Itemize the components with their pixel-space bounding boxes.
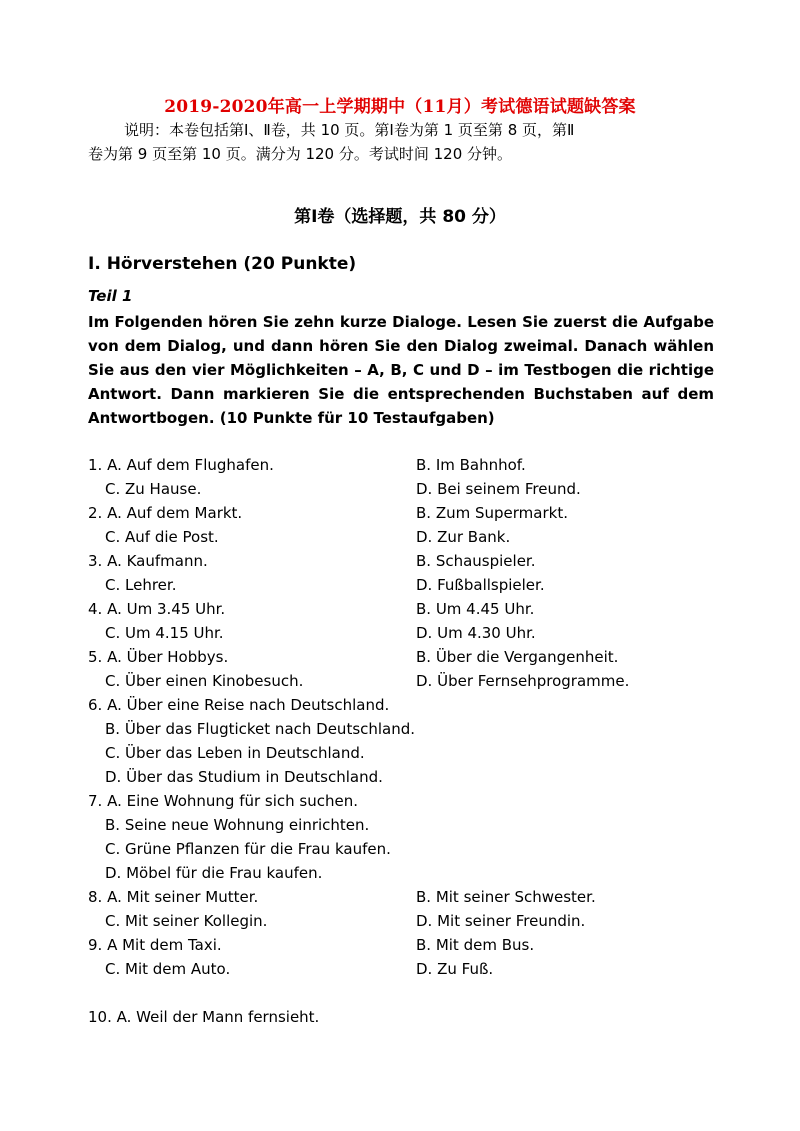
question-row xyxy=(88,573,728,597)
question-row xyxy=(88,549,728,573)
instruction-text: Im Folgenden hören Sie zehn kurze Dialoge. Lesen Sie zuerst die Aufgabe von dem Dialog, und dann hören Sie den Dialog zweimal. Danach wählen Sie aus den vier Möglichkeiten – A, B, C und D – im Testbogen die richtige Antwort. Dann markieren Sie die entsprechenden Buchstaben auf dem Antwortbogen. (10 Punkte für 10 Testaufgaben) xyxy=(88,313,714,427)
option-d: D. Mit seiner Freundin. xyxy=(416,912,586,930)
option-b: B. Über das Flugticket nach Deutschland. xyxy=(105,720,416,738)
question-row xyxy=(88,933,728,957)
option-b: B. Um 4.45 Uhr. xyxy=(416,600,535,618)
question-row xyxy=(88,645,728,669)
option-b: B. Schauspieler. xyxy=(416,552,536,570)
question-row xyxy=(88,693,728,717)
question-row xyxy=(88,813,728,837)
question-row xyxy=(88,1005,728,1029)
option-c: C. Grüne Pflanzen für die Frau kaufen. xyxy=(105,840,391,858)
option-c: C. Über einen Kinobesuch. xyxy=(105,672,304,690)
question-row xyxy=(88,885,728,909)
question-row xyxy=(88,501,728,525)
option-d: D. Über Fernsehprogramme. xyxy=(416,672,630,690)
question-row xyxy=(88,717,728,741)
option-d: D. Fußballspieler. xyxy=(416,576,545,594)
option-d: D. Bei seinem Freund. xyxy=(416,480,581,498)
question-row xyxy=(88,597,728,621)
option-b: B. Zum Supermarkt. xyxy=(416,504,568,522)
option-b: B. Im Bahnhof. xyxy=(416,456,526,474)
question-row xyxy=(88,741,728,765)
option-a: 7. A. Eine Wohnung für sich suchen. xyxy=(88,792,359,810)
question-row xyxy=(88,837,728,861)
question-row xyxy=(88,477,728,501)
intro-line-1: 说明：本卷包括第Ⅰ、Ⅱ卷，共 10 页。第Ⅰ卷为第 1 页至第 8 页，第Ⅱ xyxy=(124,121,575,139)
option-a: 6. A. Über eine Reise nach Deutschland. xyxy=(88,696,390,714)
part-heading: 第Ⅰ卷（选择题，共 80 分） xyxy=(294,207,506,227)
option-c: C. Lehrer. xyxy=(105,576,177,594)
question-row xyxy=(88,861,728,885)
question-row xyxy=(88,453,728,477)
option-c: C. Auf die Post. xyxy=(105,528,219,546)
option-b: B. Mit seiner Schwester. xyxy=(416,888,596,906)
spacer xyxy=(88,981,728,1005)
option-a: 4. A. Um 3.45 Uhr. xyxy=(88,600,226,618)
option-c: C. Um 4.15 Uhr. xyxy=(105,624,224,642)
option-a: 2. A. Auf dem Markt. xyxy=(88,504,243,522)
teil-label: Teil 1 xyxy=(88,287,133,305)
option-d: D. Um 4.30 Uhr. xyxy=(416,624,536,642)
question-row xyxy=(88,957,728,981)
option-b: B. Mit dem Bus. xyxy=(416,936,535,954)
option-a: 1. A. Auf dem Flughafen. xyxy=(88,456,274,474)
option-a: 8. A. Mit seiner Mutter. xyxy=(88,888,259,906)
option-b: B. Seine neue Wohnung einrichten. xyxy=(105,816,370,834)
document-title: 2019-2020年高一上学期期中（11月）考试德语试题缺答案 xyxy=(164,97,636,117)
question-row xyxy=(88,765,728,789)
question-row xyxy=(88,525,728,549)
option-c: C. Mit seiner Kollegin. xyxy=(105,912,268,930)
question-row xyxy=(88,789,728,813)
option-a: 3. A. Kaufmann. xyxy=(88,552,208,570)
section-heading: Ⅰ. Hörverstehen (20 Punkte) xyxy=(88,254,357,274)
question-list xyxy=(88,453,728,1029)
option-d: D. Über das Studium in Deutschland. xyxy=(105,768,383,786)
option-c: C. Zu Hause. xyxy=(105,480,202,498)
intro-line-2: 卷为第 9 页至第 10 页。满分为 120 分。考试时间 120 分钟。 xyxy=(88,145,513,163)
option-d: D. Zu Fuß. xyxy=(416,960,494,978)
option-d: D. Möbel für die Frau kaufen. xyxy=(105,864,323,882)
option-a: 9. A Mit dem Taxi. xyxy=(88,936,222,954)
option-c: C. Über das Leben in Deutschland. xyxy=(105,744,365,762)
option-a: 5. A. Über Hobbys. xyxy=(88,648,229,666)
option-d: D. Zur Bank. xyxy=(416,528,511,546)
question-row xyxy=(88,669,728,693)
option-b: B. Über die Vergangenheit. xyxy=(416,648,619,666)
option-a: 10. A. Weil der Mann fernsieht. xyxy=(88,1008,320,1026)
option-c: C. Mit dem Auto. xyxy=(105,960,231,978)
intro-text xyxy=(88,118,714,166)
question-row xyxy=(88,621,728,645)
question-row xyxy=(88,909,728,933)
